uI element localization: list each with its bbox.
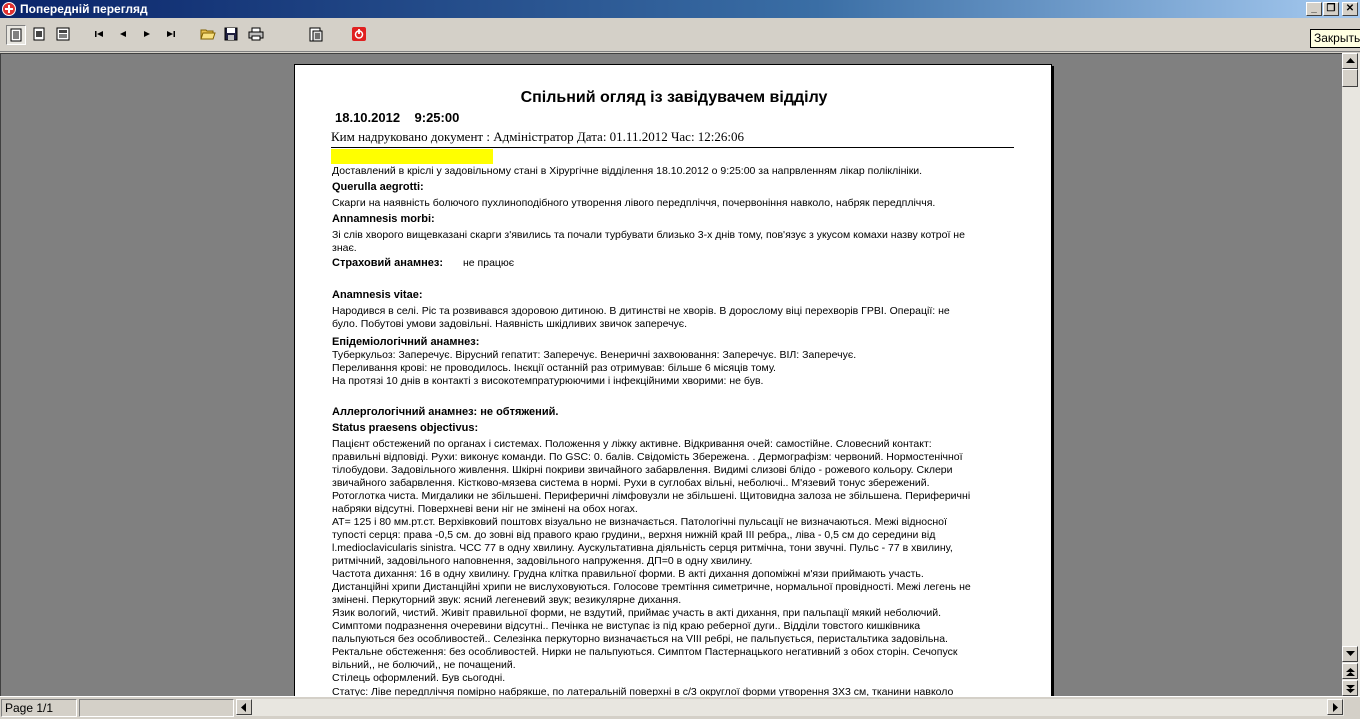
- text-line: Пацієнт обстежений по органах і системах. Положення у ліжку активне. Відкривання очей: самостійне. Словесний контакт:: [332, 438, 932, 450]
- text-line: Стілець оформлений. Був сьогодні.: [332, 672, 506, 684]
- text-line: знає.: [332, 242, 357, 254]
- text-line: Ротоглотка чиста. Мигдалики не збільшені. Периферичні лімфовузли не збільшені. Щитовидна залоза не збільшена. Периферичні: [332, 490, 971, 502]
- preview-area: [0, 53, 1342, 696]
- text-line: Зі слів хворого вищевказані скарги з'явились та почали турбувати близько 3-х днів тому, пов'язує з укусом комахи назву котрої не: [332, 229, 965, 241]
- text-line: Переливання крові: не проводилось. Інєкції останній раз отримував: більше 6 місяців тому.: [332, 362, 776, 374]
- previous-page-button[interactable]: [114, 25, 134, 45]
- text-line: Ректальне обстеження: без особливостей. Нирки не пальпуються. Симптом Пастернацького негативний з обох сторін. Сечопуск: [332, 646, 958, 658]
- page-down-button[interactable]: [1342, 680, 1358, 696]
- whole-page-icon: [56, 27, 70, 41]
- text-line: На протязі 10 днів в контакті з високотемпратурюючими і інфекційними хворими: не був.: [332, 375, 764, 387]
- print-button[interactable]: [246, 25, 266, 45]
- arrow-right-icon: [1333, 703, 1339, 712]
- document-page: [294, 64, 1052, 696]
- minimize-button[interactable]: _: [1306, 2, 1322, 16]
- section-heading: Annamnesis morbi:: [332, 213, 435, 225]
- page-indicator: Page 1/1: [1, 699, 77, 717]
- scroll-left-button[interactable]: [236, 699, 252, 715]
- floppy-disk-icon: [224, 27, 238, 41]
- single-page-view-button[interactable]: [6, 25, 26, 45]
- text-line: звичайного забарвлення. Кістково-мязева система в нормі. Рухи в суглобах вільні, неболючі.. М'язевий тонус збережений.: [332, 477, 930, 489]
- section-heading: Status praesens objectivus:: [332, 422, 479, 434]
- section-heading: Querulla aegrotti:: [332, 181, 424, 193]
- last-page-button[interactable]: [162, 25, 182, 45]
- arrow-up-icon: [1346, 58, 1355, 64]
- scroll-down-button[interactable]: [1342, 646, 1358, 662]
- text-line: тупості серця: права -0,5 см. до зовні від правого краю грудини,, верхня нижній край ІІІ ребра,, ліва - 0,5 см до середини від: [332, 529, 936, 541]
- close-tooltip: Закрыть: [1310, 29, 1360, 48]
- close-preview-button[interactable]: [350, 25, 370, 45]
- scroll-up-button[interactable]: [1342, 53, 1358, 69]
- scroll-right-button[interactable]: [1327, 699, 1343, 715]
- restore-button[interactable]: ❐: [1323, 2, 1339, 16]
- highlight-marker: [331, 149, 493, 164]
- first-page-button[interactable]: [90, 25, 110, 45]
- text-line: Туберкульоз: Заперечує. Вірусний гепатит: Заперечує. Венеричні захвоювання: Заперечує. ВІЛ: Заперечує.: [332, 349, 857, 361]
- status-bar: [0, 696, 1360, 719]
- page-up-button[interactable]: [1342, 663, 1358, 679]
- text-line: l.medioclavicularis sinistra. ЧСС 77 в одну хвилину. Аускультативна діяльність серця ритмічна, тони звучні. Пульс - 77 в хвилину,: [332, 542, 953, 554]
- single-page-icon: [9, 28, 23, 42]
- previous-page-icon: [116, 27, 130, 41]
- text-line: Скарги на наявність болючого пухлиноподібного утворення лівого передпліччя, почервоніння навколо, набряк передпліччя.: [332, 197, 936, 209]
- last-page-icon: [164, 27, 178, 41]
- title-bar: [0, 0, 1360, 18]
- app-icon: [2, 2, 16, 16]
- next-page-button[interactable]: [138, 25, 158, 45]
- section-heading: Anamnesis vitae:: [332, 289, 423, 301]
- text-line: Язик вологий, чистий. Живіт правильної форми, не вздутий, приймає участь в акті дихання, при пальпації мякий неболючий.: [332, 607, 942, 619]
- open-button[interactable]: [198, 25, 218, 45]
- whole-page-view-button[interactable]: [54, 25, 74, 45]
- close-window-button[interactable]: ✕: [1342, 2, 1358, 16]
- text-line: змінені. Перкуторний звук: ясний легеневий звук; везикулярне дихання.: [332, 594, 682, 606]
- export-icon: [308, 27, 324, 43]
- double-arrow-up-icon: [1346, 668, 1355, 676]
- divider: [331, 147, 1014, 148]
- section-heading: Епідеміологічний анамнез:: [332, 336, 480, 348]
- text-line: вільний,, не болючий,, не почащений.: [332, 659, 516, 671]
- arrow-down-icon: [1346, 651, 1355, 657]
- text-line: правильні відповіді. Рухи: виконує команди. По GSC: 0. балів. Свідомість Збережена. . Дермографізм: червоний. Нормостенічної: [332, 451, 963, 463]
- vertical-scrollbar[interactable]: [1342, 53, 1360, 696]
- document-meta: Ким надруковано документ : Адміністратор Дата: 01.11.2012 Час: 12:26:06: [331, 129, 745, 144]
- first-page-icon: [92, 27, 106, 41]
- text-line: пальпуються без особливостей.. Селезінка перкуторно визначається на VIII ребрі, не пальпується, перистальтика задовільна.: [332, 633, 948, 645]
- text-line: ритмічний, задовільного наповнення, задовільного напруження. ДП=0 в одну хвилину.: [332, 555, 753, 567]
- double-arrow-down-icon: [1346, 685, 1355, 693]
- text-line: Народився в селі. Ріс та розвивався здоровою дитиною. В дитинстві не хворів. В дорослому віці перехворів ГРВІ. Операції: не: [332, 305, 950, 317]
- document-title: Спільний огляд із завідувачем відділу: [520, 89, 828, 106]
- section-heading: Страховий анамнез:: [332, 257, 443, 269]
- export-button[interactable]: [306, 25, 326, 45]
- next-page-icon: [140, 27, 154, 41]
- text-line: АТ= 125 і 80 мм.рт.ст. Верхівковий поштовх візуально не визначається. Патологічні пульсації не визначаються. Межі відносної: [332, 516, 947, 528]
- arrow-left-icon: [241, 703, 247, 712]
- scroll-thumb[interactable]: [1342, 69, 1358, 87]
- window-title: Попередній перегляд: [20, 2, 148, 16]
- text-line: Дистанційні хрипи Дистанційні хрипи не вислуховуються. Голосове тремтіння симетричне, нормальної провідності. Межі легень не: [332, 581, 971, 593]
- text-line: набряки відсутні. Поверхневі вени ніг не змінені на обох ногах.: [332, 503, 638, 515]
- folder-open-icon: [200, 27, 216, 41]
- page-width-view-button[interactable]: [30, 25, 50, 45]
- printer-icon: [248, 27, 264, 41]
- text-line: Доставлений в кріслі у задовільному стані в Хірургічне відділення 18.10.2012 о 9:25:00 за напрвленням лікар поліклініки.: [332, 165, 923, 177]
- section-heading: Аллергологічний анамнез: не обтяжений.: [332, 406, 559, 418]
- text-line: тілобудови. Задовільного живлення. Шкірні покриви звичайного забарвлення. Видимі слизові блідо - рожевого кольору. Склери: [332, 464, 953, 476]
- text-line: було. Побутові умови задовільні. Наявність шкідливих звичок заперечує.: [332, 318, 688, 330]
- power-icon: [352, 27, 366, 41]
- text-line: Симптоми подразнення очеревини відсутні.. Печінка не виступає із під краю реберної дуги.. Відділи товстого кишківника: [332, 620, 921, 632]
- text-line: Частота дихання: 16 в одну хвилину. Грудна клітка правильної форми. В акті дихання допоміжні м'язи приймають участь.: [332, 568, 924, 580]
- toolbar: [0, 18, 1360, 52]
- status-panel-empty: [79, 699, 234, 717]
- save-button[interactable]: [222, 25, 242, 45]
- text-line: Статус: Ліве передпліччя помірно набрякше, по латеральній поверхні в с/3 округлої форми утворення 3Х3 см, тканини навколо: [332, 686, 954, 696]
- horizontal-scrollbar[interactable]: [236, 699, 1344, 716]
- document-date: 18.10.2012 9:25:00: [335, 110, 460, 125]
- page-width-icon: [32, 27, 46, 41]
- text-line: не працює: [463, 257, 515, 269]
